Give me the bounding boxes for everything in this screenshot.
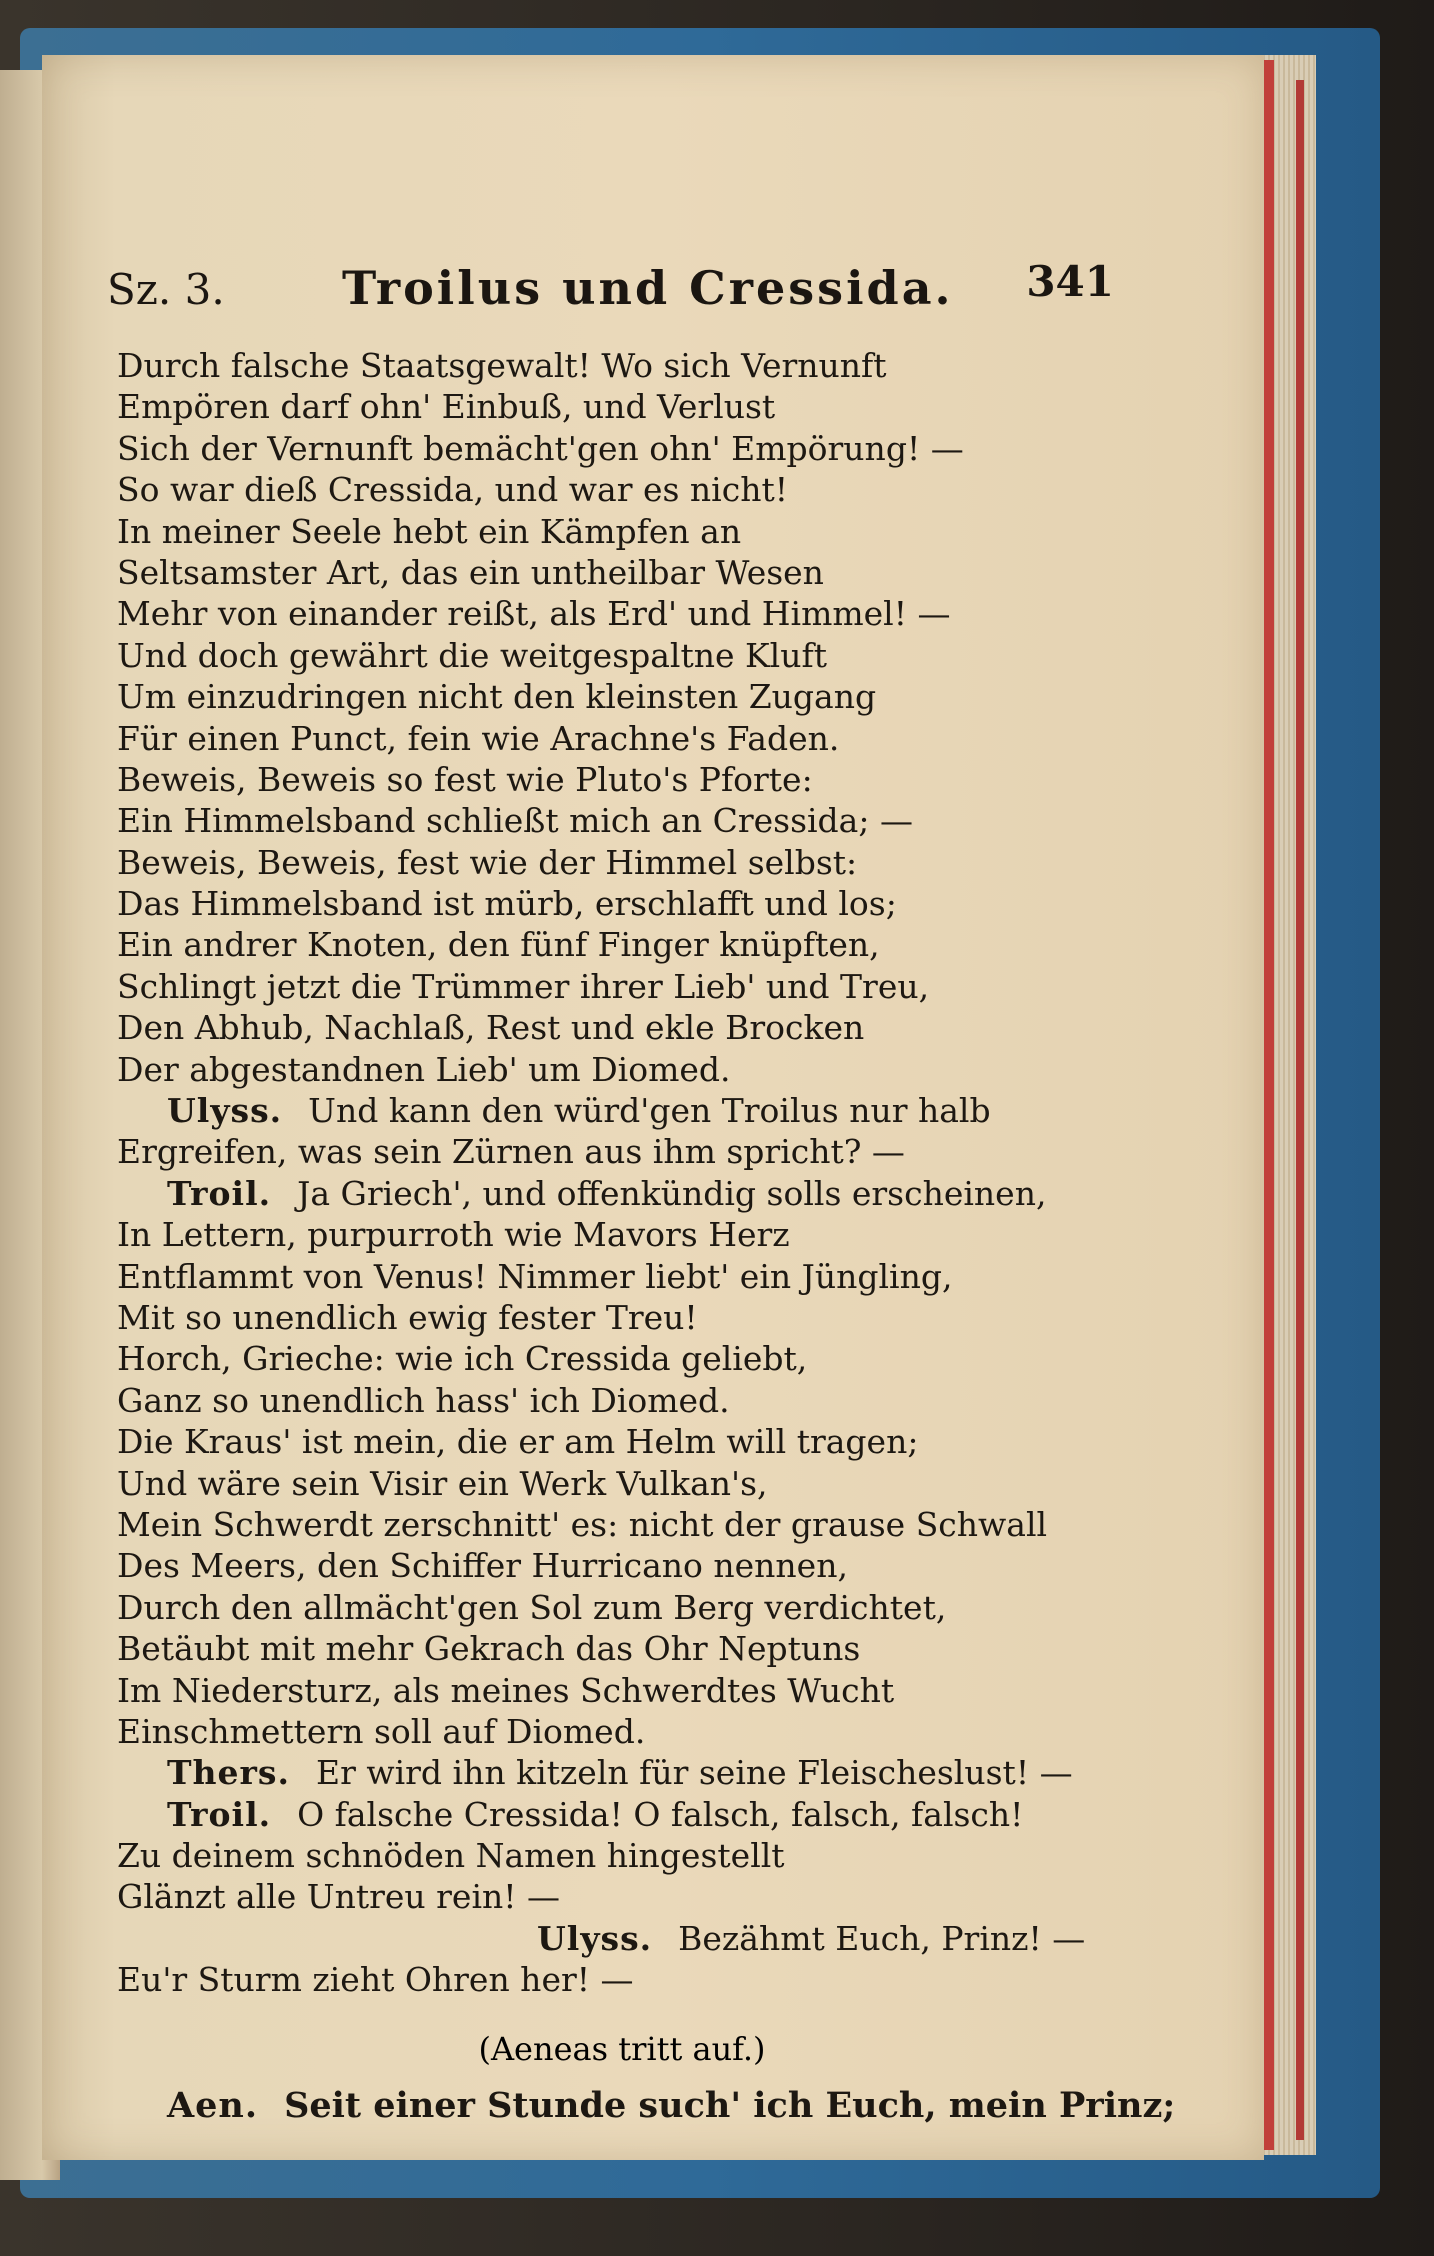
running-title: Troilus und Cressida. bbox=[342, 261, 954, 315]
speech-line bbox=[117, 1090, 1127, 1131]
play-text bbox=[117, 345, 1176, 2126]
speech-line bbox=[117, 1794, 1127, 1835]
speech-text: Seit einer Stunde such' ich Euch, mein Prinz; bbox=[284, 2084, 1176, 2126]
speaker-name: Ulyss. bbox=[167, 1091, 283, 1131]
verse-line: Und doch gewährt die weitgespaltne Kluft bbox=[117, 635, 827, 675]
verse-line: Der abgestandnen Lieb' um Diomed. bbox=[117, 1049, 731, 1089]
verse-line: Horch, Grieche: wie ich Cressida geliebt, bbox=[117, 1339, 808, 1379]
verse-line: Einschmettern soll auf Diomed. bbox=[117, 1711, 646, 1751]
verse-line: Eu'r Sturm zieht Ohren her! — bbox=[117, 1960, 634, 2000]
page-number: 341 bbox=[1026, 257, 1114, 306]
book-page bbox=[42, 55, 1264, 2160]
verse-line: Mit so unendlich ewig fester Treu! bbox=[117, 1297, 698, 1337]
verse-line: Mein Schwerdt zerschnitt' es: nicht der grause Schwall bbox=[117, 1504, 1048, 1544]
verse-line: Durch falsche Staatsgewalt! Wo sich Vernunft bbox=[117, 346, 887, 385]
verse-line: Im Niedersturz, als meines Schwerdtes Wucht bbox=[117, 1670, 895, 1710]
speech-line bbox=[117, 1173, 1127, 1214]
speech-text: Ja Griech', und offenkündig solls erscheinen, bbox=[297, 1173, 1047, 1213]
stage-direction: (Aeneas tritt auf.) bbox=[478, 2029, 766, 2068]
speech-line bbox=[117, 1918, 1127, 1959]
scene-number: Sz. 3. bbox=[107, 265, 225, 314]
speaker-name: Troil. bbox=[167, 1794, 272, 1834]
verse-line: Seltsamster Art, das ein untheilbar Wesen bbox=[117, 552, 824, 592]
verse-line: Des Meers, den Schiffer Hurricano nennen, bbox=[117, 1546, 848, 1586]
speech-text: O falsche Cressida! O falsch, falsch, falsch! bbox=[297, 1794, 1024, 1834]
speech-text: Er wird ihn kitzeln für seine Fleischeslust! — bbox=[316, 1753, 1073, 1793]
verse-line: Sich der Vernunft bemächt'gen ohn' Empörung! — bbox=[117, 428, 964, 468]
verse-line: Beweis, Beweis so fest wie Pluto's Pforte: bbox=[117, 759, 813, 799]
verse-line: Um einzudringen nicht den kleinsten Zugang bbox=[117, 677, 877, 717]
speech-text: Bezähmt Euch, Prinz! — bbox=[678, 1918, 1086, 1958]
verse-line: Glänzt alle Untreu rein! — bbox=[117, 1877, 561, 1917]
verse-line: Zu deinem schnöden Namen hingestellt bbox=[117, 1836, 785, 1876]
verse-line: Ein andrer Knoten, den fünf Finger knüpften, bbox=[117, 925, 880, 965]
verse-line: In meiner Seele hebt ein Kämpfen an bbox=[117, 511, 742, 551]
verse-line: Den Abhub, Nachlaß, Rest und ekle Brocken bbox=[117, 1008, 865, 1048]
speaker-name: Troil. bbox=[167, 1173, 272, 1213]
verse-line: Und wäre sein Visir ein Werk Vulkan's, bbox=[117, 1463, 768, 1503]
verse-line: Ganz so unendlich hass' ich Diomed. bbox=[117, 1380, 730, 1420]
running-header bbox=[42, 255, 1264, 325]
verse-line: Empören darf ohn' Einbuß, und Verlust bbox=[117, 387, 776, 427]
verse-line: Betäubt mit mehr Gekrach das Ohr Neptuns bbox=[117, 1629, 861, 1669]
speech-line bbox=[117, 2079, 1176, 2126]
speaker-name: Thers. bbox=[167, 1753, 290, 1793]
red-page-edge-outer bbox=[1296, 80, 1304, 2140]
verse-line: Die Kraus' ist mein, die er am Helm will tragen; bbox=[117, 1422, 919, 1462]
verse-line: Mehr von einander reißt, als Erd' und Himmel! — bbox=[117, 594, 951, 634]
verse-line: So war dieß Cressida, und war es nicht! bbox=[117, 470, 788, 510]
verse-line: Schlingt jetzt die Trümmer ihrer Lieb' und Treu, bbox=[117, 966, 930, 1006]
speaker-name: Ulyss. bbox=[537, 1918, 653, 1958]
verse-line: Für einen Punct, fein wie Arachne's Faden. bbox=[117, 718, 840, 758]
verse-line: Ein Himmelsband schließt mich an Cressida; — bbox=[117, 801, 913, 841]
verse-line: In Lettern, purpurroth wie Mavors Herz bbox=[117, 1215, 790, 1255]
speech-text: Und kann den würd'gen Troilus nur halb bbox=[308, 1091, 991, 1131]
speaker-name: Aen. bbox=[167, 2084, 259, 2126]
verse-line: Durch den allmächt'gen Sol zum Berg verdichtet, bbox=[117, 1587, 947, 1627]
verse-line: Das Himmelsband ist mürb, erschlafft und los; bbox=[117, 884, 897, 924]
speech-line bbox=[117, 1752, 1127, 1793]
verse-line: Ergreifen, was sein Zürnen aus ihm spricht? — bbox=[117, 1132, 905, 1172]
verse-line: Beweis, Beweis, fest wie der Himmel selbst: bbox=[117, 842, 858, 882]
verse-line: Entflammt von Venus! Nimmer liebt' ein Jüngling, bbox=[117, 1256, 953, 1296]
